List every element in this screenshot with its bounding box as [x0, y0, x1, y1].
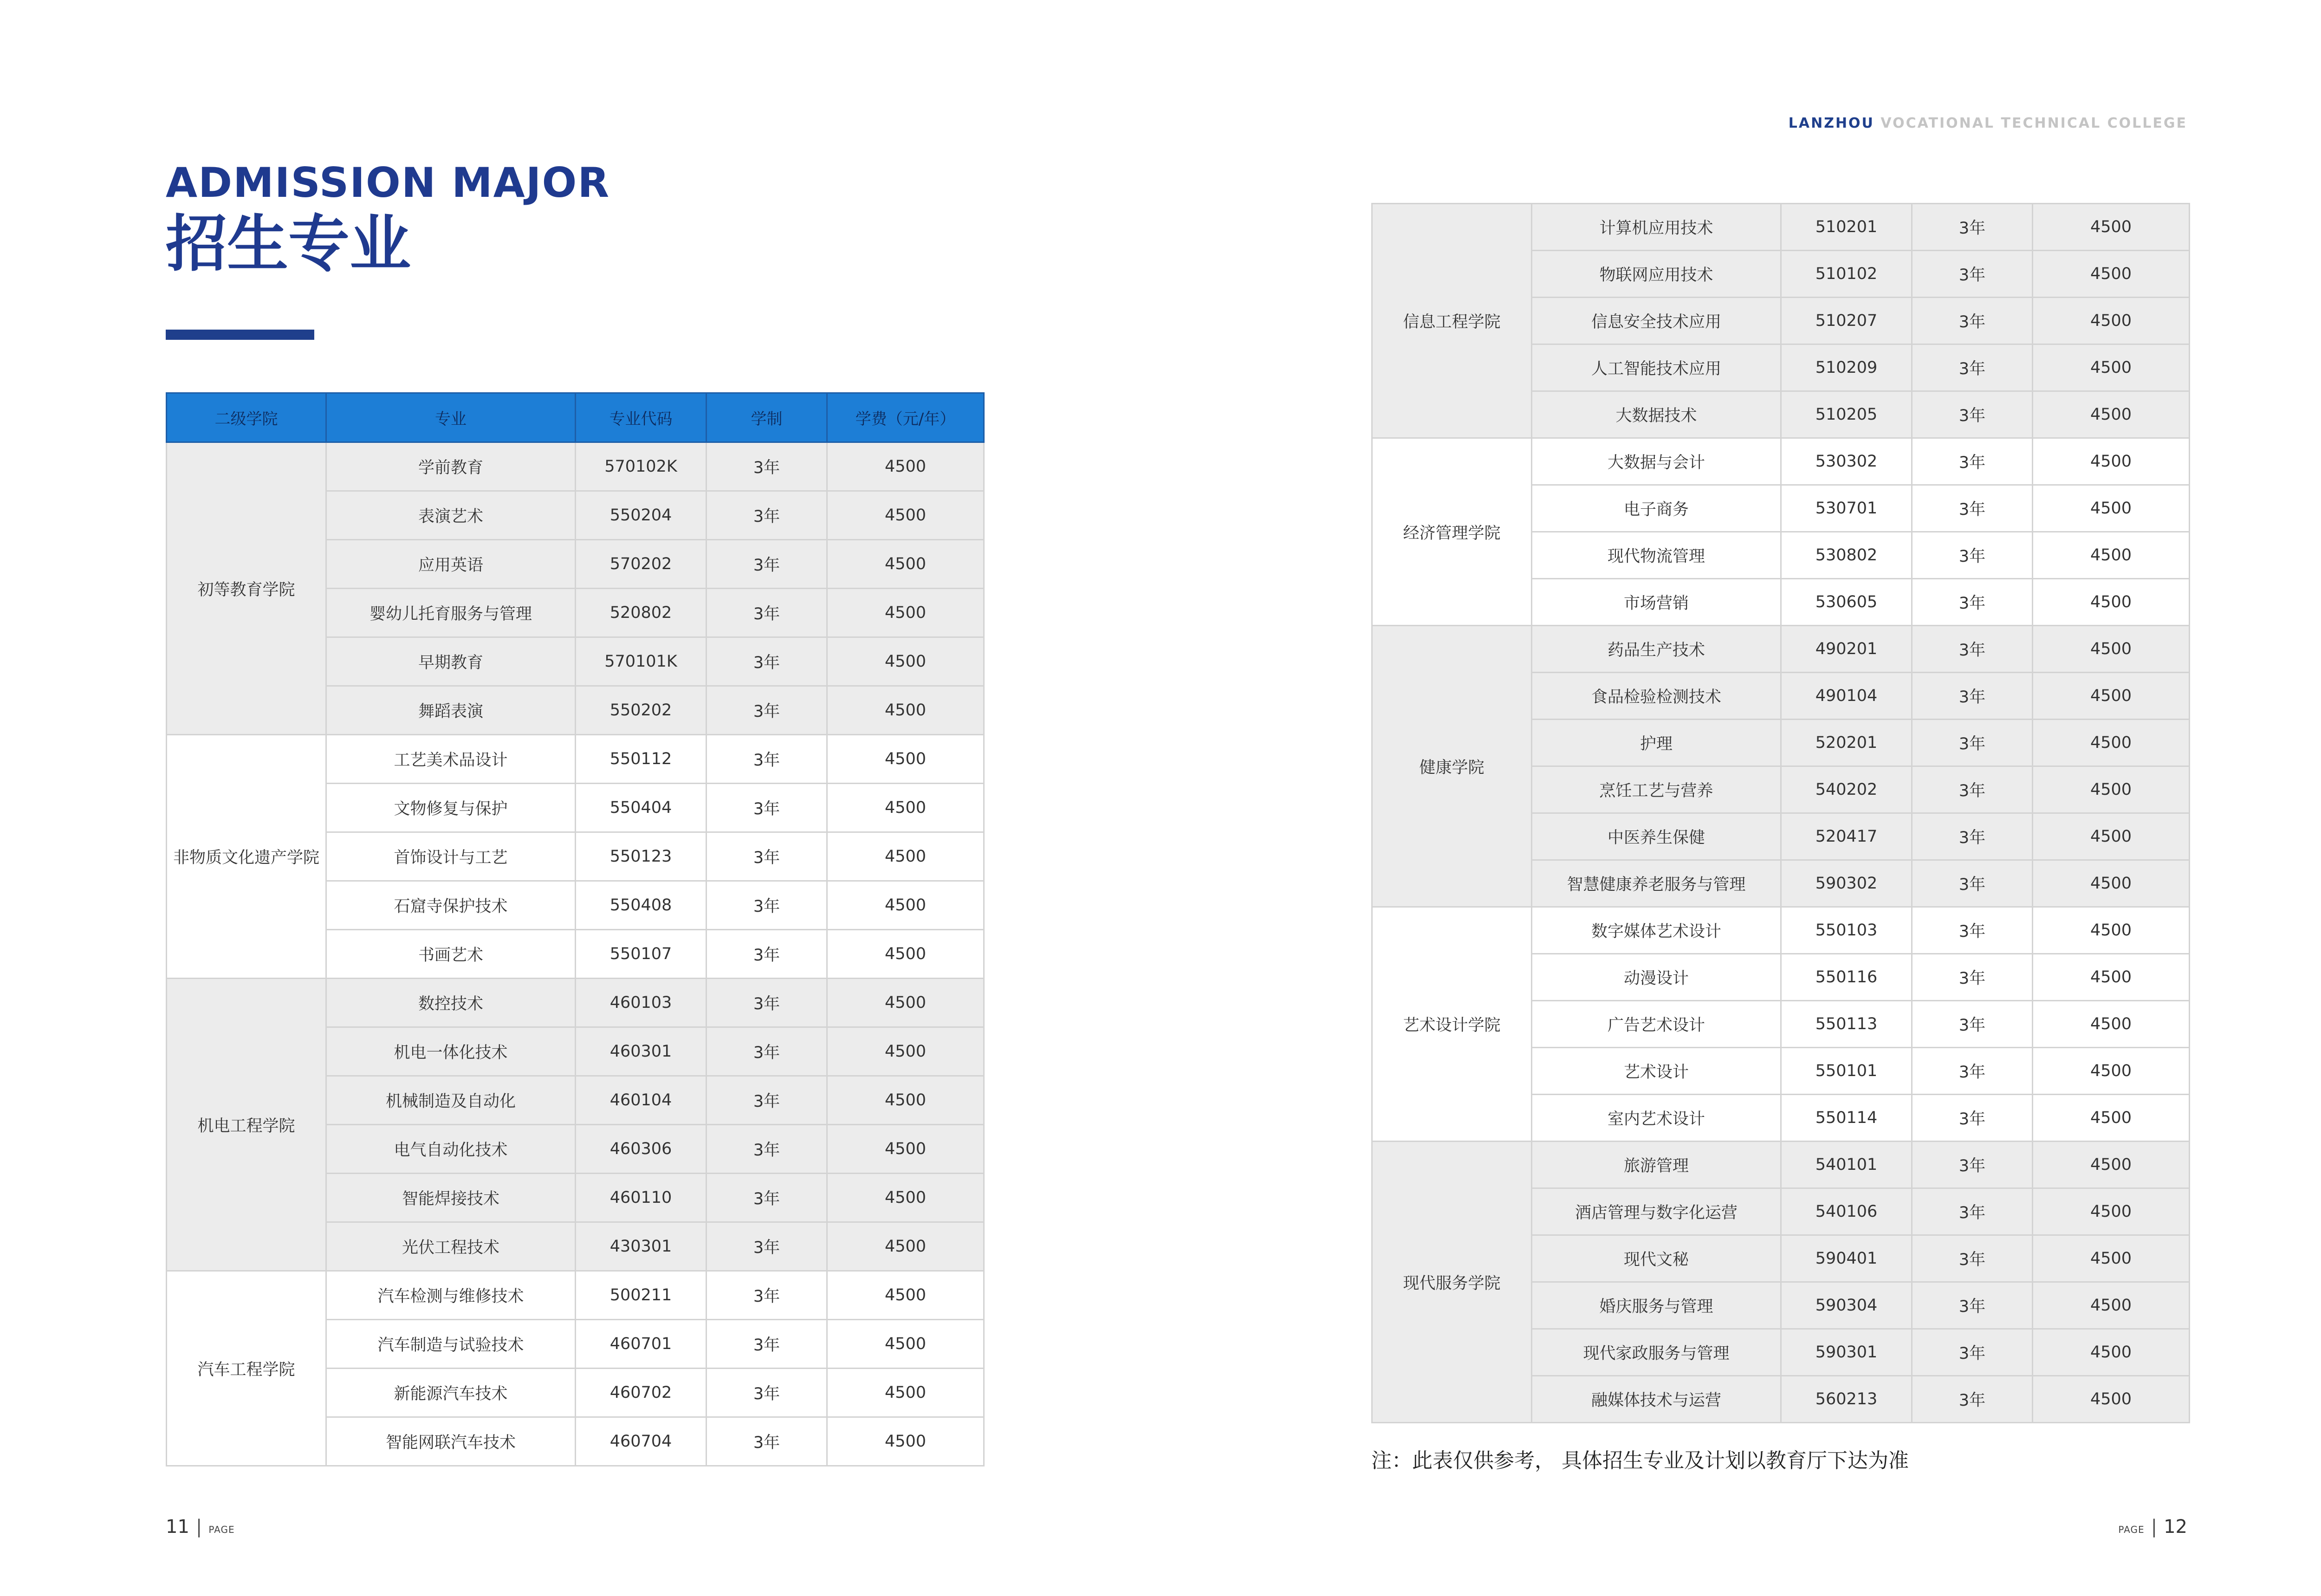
major-code-cell: 520201 [1781, 720, 1912, 766]
major-cell: 新能源汽车技术 [326, 1369, 576, 1417]
header-tuition: 学费（元/年） [827, 393, 984, 442]
duration-cell: 3年 [1912, 673, 2033, 720]
table-row [167, 979, 984, 1027]
major-code-cell: 520802 [576, 589, 707, 637]
tuition-cell: 4500 [827, 1222, 984, 1271]
major-code-cell: 460701 [576, 1320, 707, 1369]
major-cell: 现代物流管理 [1532, 532, 1781, 579]
major-code-cell: 550408 [576, 881, 707, 930]
major-cell: 药品生产技术 [1532, 626, 1781, 673]
duration-cell: 3年 [707, 1222, 827, 1271]
major-cell: 石窟寺保护技术 [326, 881, 576, 930]
major-cell: 婚庆服务与管理 [1532, 1282, 1781, 1329]
major-code-cell: 550123 [576, 832, 707, 881]
table-row [1372, 204, 2190, 251]
tuition-cell: 4500 [827, 1417, 984, 1466]
duration-cell: 3年 [1912, 251, 2033, 298]
tuition-cell: 4500 [827, 1369, 984, 1417]
tuition-cell: 4500 [2033, 860, 2190, 907]
tuition-cell: 4500 [2033, 954, 2190, 1001]
major-cell: 动漫设计 [1532, 954, 1781, 1001]
major-cell: 舞蹈表演 [326, 686, 576, 735]
header-duration: 学制 [707, 393, 827, 442]
major-code-cell: 550103 [1781, 907, 1912, 954]
major-cell: 护理 [1532, 720, 1781, 766]
duration-cell: 3年 [707, 1125, 827, 1174]
major-cell: 旅游管理 [1532, 1142, 1781, 1188]
tuition-cell: 4500 [827, 1125, 984, 1174]
tuition-cell: 4500 [2033, 344, 2190, 391]
major-cell: 烹饪工艺与营养 [1532, 766, 1781, 813]
tuition-cell: 4500 [2033, 391, 2190, 438]
table-row [167, 735, 984, 784]
major-cell: 机电一体化技术 [326, 1027, 576, 1076]
major-code-cell: 510205 [1781, 391, 1912, 438]
tuition-cell: 4500 [827, 832, 984, 881]
major-cell: 首饰设计与工艺 [326, 832, 576, 881]
duration-cell: 3年 [1912, 766, 2033, 813]
duration-cell: 3年 [1912, 1376, 2033, 1423]
tuition-cell: 4500 [2033, 251, 2190, 298]
major-cell: 现代文秘 [1532, 1235, 1781, 1282]
major-cell: 机械制造及自动化 [326, 1076, 576, 1125]
duration-cell: 3年 [1912, 626, 2033, 673]
duration-cell: 3年 [1912, 532, 2033, 579]
major-code-cell: 510201 [1781, 204, 1912, 251]
tuition-cell: 4500 [827, 1076, 984, 1125]
major-code-cell: 460103 [576, 979, 707, 1027]
majors-table-right [1371, 203, 2190, 1423]
tuition-cell: 4500 [2033, 907, 2190, 954]
tuition-cell: 4500 [2033, 1048, 2190, 1095]
major-code-cell: 530701 [1781, 485, 1912, 532]
major-cell: 电子商务 [1532, 485, 1781, 532]
major-cell: 广告艺术设计 [1532, 1001, 1781, 1048]
major-code-cell: 430301 [576, 1222, 707, 1271]
major-code-cell: 460301 [576, 1027, 707, 1076]
tuition-cell: 4500 [2033, 1235, 2190, 1282]
tuition-cell: 4500 [2033, 1001, 2190, 1048]
major-code-cell: 550107 [576, 930, 707, 979]
college-cell: 经济管理学院 [1372, 438, 1532, 626]
major-code-cell: 510209 [1781, 344, 1912, 391]
major-cell: 艺术设计 [1532, 1048, 1781, 1095]
tuition-cell: 4500 [2033, 813, 2190, 860]
major-cell: 表演艺术 [326, 491, 576, 540]
tuition-cell: 4500 [2033, 1188, 2190, 1235]
duration-cell: 3年 [1912, 391, 2033, 438]
major-code-cell: 550112 [576, 735, 707, 784]
major-code-cell: 460702 [576, 1369, 707, 1417]
duration-cell: 3年 [707, 1271, 827, 1320]
tuition-cell: 4500 [2033, 1095, 2190, 1142]
major-cell: 光伏工程技术 [326, 1222, 576, 1271]
duration-cell: 3年 [1912, 860, 2033, 907]
major-code-cell: 590304 [1781, 1282, 1912, 1329]
major-code-cell: 460704 [576, 1417, 707, 1466]
duration-cell: 3年 [1912, 1329, 2033, 1376]
major-code-cell: 540101 [1781, 1142, 1912, 1188]
duration-cell: 3年 [1912, 1188, 2033, 1235]
major-cell: 大数据与会计 [1532, 438, 1781, 485]
tuition-cell: 4500 [827, 1271, 984, 1320]
duration-cell: 3年 [1912, 954, 2033, 1001]
tuition-cell: 4500 [2033, 298, 2190, 344]
tuition-cell: 4500 [827, 491, 984, 540]
duration-cell: 3年 [707, 540, 827, 589]
major-cell: 书画艺术 [326, 930, 576, 979]
major-code-cell: 530605 [1781, 579, 1912, 626]
major-code-cell: 550204 [576, 491, 707, 540]
page-label: PAGE [2118, 1524, 2145, 1535]
tuition-cell: 4500 [827, 540, 984, 589]
duration-cell: 3年 [1912, 1095, 2033, 1142]
tuition-cell: 4500 [827, 589, 984, 637]
major-code-cell: 530302 [1781, 438, 1912, 485]
major-cell: 融媒体技术与运营 [1532, 1376, 1781, 1423]
page-number: 11 [166, 1516, 189, 1538]
major-cell: 工艺美术品设计 [326, 735, 576, 784]
table-row [167, 442, 984, 491]
major-cell: 电气自动化技术 [326, 1125, 576, 1174]
tuition-cell: 4500 [2033, 1376, 2190, 1423]
major-cell: 数字媒体艺术设计 [1532, 907, 1781, 954]
major-code-cell: 550116 [1781, 954, 1912, 1001]
tuition-cell: 4500 [2033, 485, 2190, 532]
major-code-cell: 570102K [576, 442, 707, 491]
duration-cell: 3年 [1912, 1282, 2033, 1329]
college-cell: 非物质文化遗产学院 [167, 735, 326, 979]
college-cell: 汽车工程学院 [167, 1271, 326, 1466]
duration-cell: 3年 [1912, 344, 2033, 391]
table-row [1372, 626, 2190, 673]
college-name-header [1789, 115, 2187, 131]
page-separator: | [195, 1516, 202, 1538]
tuition-cell: 4500 [2033, 532, 2190, 579]
major-code-cell: 570101K [576, 637, 707, 686]
duration-cell: 3年 [707, 491, 827, 540]
page-number-left [166, 1516, 235, 1538]
duration-cell: 3年 [707, 686, 827, 735]
major-code-cell: 550101 [1781, 1048, 1912, 1095]
duration-cell: 3年 [1912, 907, 2033, 954]
college-cell: 信息工程学院 [1372, 204, 1532, 438]
header-major-code: 专业代码 [576, 393, 707, 442]
tuition-cell: 4500 [2033, 673, 2190, 720]
major-code-cell: 510207 [1781, 298, 1912, 344]
major-cell: 婴幼儿托育服务与管理 [326, 589, 576, 637]
major-cell: 酒店管理与数字化运营 [1532, 1188, 1781, 1235]
major-code-cell: 460306 [576, 1125, 707, 1174]
major-code-cell: 540106 [1781, 1188, 1912, 1235]
table-row [1372, 907, 2190, 954]
tuition-cell: 4500 [827, 637, 984, 686]
page-label: PAGE [208, 1524, 235, 1535]
major-code-cell: 560213 [1781, 1376, 1912, 1423]
duration-cell: 3年 [707, 442, 827, 491]
tuition-cell: 4500 [2033, 579, 2190, 626]
major-cell: 应用英语 [326, 540, 576, 589]
page-number: 12 [2164, 1516, 2187, 1538]
tuition-cell: 4500 [827, 979, 984, 1027]
duration-cell: 3年 [707, 589, 827, 637]
major-cell: 物联网应用技术 [1532, 251, 1781, 298]
tuition-cell: 4500 [827, 1174, 984, 1222]
duration-cell: 3年 [707, 784, 827, 832]
major-code-cell: 500211 [576, 1271, 707, 1320]
duration-cell: 3年 [707, 1320, 827, 1369]
majors-table-left [166, 392, 985, 1466]
major-code-cell: 490104 [1781, 673, 1912, 720]
college-cell: 艺术设计学院 [1372, 907, 1532, 1142]
major-cell: 人工智能技术应用 [1532, 344, 1781, 391]
tuition-cell: 4500 [827, 784, 984, 832]
major-code-cell: 460104 [576, 1076, 707, 1125]
major-code-cell: 550113 [1781, 1001, 1912, 1048]
major-cell: 学前教育 [326, 442, 576, 491]
major-cell: 信息安全技术应用 [1532, 298, 1781, 344]
title-underline-bar [166, 330, 314, 340]
major-cell: 智慧健康养老服务与管理 [1532, 860, 1781, 907]
tuition-cell: 4500 [827, 930, 984, 979]
table-header-row [167, 393, 984, 442]
major-code-cell: 490201 [1781, 626, 1912, 673]
major-cell: 中医养生保健 [1532, 813, 1781, 860]
duration-cell: 3年 [707, 930, 827, 979]
major-code-cell: 550114 [1781, 1095, 1912, 1142]
college-cell: 初等教育学院 [167, 442, 326, 735]
title-chinese: 招生专业 [166, 208, 411, 280]
major-cell: 汽车制造与试验技术 [326, 1320, 576, 1369]
duration-cell: 3年 [1912, 1001, 2033, 1048]
major-code-cell: 550404 [576, 784, 707, 832]
duration-cell: 3年 [707, 832, 827, 881]
tuition-cell: 4500 [827, 735, 984, 784]
duration-cell: 3年 [707, 637, 827, 686]
table-row [1372, 438, 2190, 485]
duration-cell: 3年 [707, 979, 827, 1027]
tuition-cell: 4500 [2033, 720, 2190, 766]
duration-cell: 3年 [1912, 1048, 2033, 1095]
duration-cell: 3年 [1912, 579, 2033, 626]
page-number-right [2118, 1516, 2187, 1538]
tuition-cell: 4500 [827, 1027, 984, 1076]
major-code-cell: 550202 [576, 686, 707, 735]
major-cell: 数控技术 [326, 979, 576, 1027]
college-cell: 健康学院 [1372, 626, 1532, 907]
duration-cell: 3年 [1912, 720, 2033, 766]
college-name-part2: VOCATIONAL TECHNICAL COLLEGE [1880, 115, 2187, 131]
major-cell: 现代家政服务与管理 [1532, 1329, 1781, 1376]
major-cell: 汽车检测与维修技术 [326, 1271, 576, 1320]
tuition-cell: 4500 [2033, 204, 2190, 251]
tuition-cell: 4500 [827, 442, 984, 491]
duration-cell: 3年 [1912, 1142, 2033, 1188]
duration-cell: 3年 [1912, 438, 2033, 485]
tuition-cell: 4500 [2033, 766, 2190, 813]
table-row [167, 1271, 984, 1320]
duration-cell: 3年 [707, 1076, 827, 1125]
duration-cell: 3年 [707, 735, 827, 784]
major-code-cell: 590301 [1781, 1329, 1912, 1376]
duration-cell: 3年 [707, 1417, 827, 1466]
header-major: 专业 [326, 393, 576, 442]
tuition-cell: 4500 [2033, 1282, 2190, 1329]
major-cell: 智能网联汽车技术 [326, 1417, 576, 1466]
tuition-cell: 4500 [2033, 1329, 2190, 1376]
tuition-cell: 4500 [827, 881, 984, 930]
footnote: 注：此表仅供参考， 具体招生专业及计划以教育厅下达为准 [1371, 1449, 1909, 1473]
major-code-cell: 530802 [1781, 532, 1912, 579]
major-code-cell: 540202 [1781, 766, 1912, 813]
major-code-cell: 520417 [1781, 813, 1912, 860]
major-cell: 大数据技术 [1532, 391, 1781, 438]
duration-cell: 3年 [1912, 813, 2033, 860]
duration-cell: 3年 [707, 881, 827, 930]
major-code-cell: 510102 [1781, 251, 1912, 298]
duration-cell: 3年 [1912, 485, 2033, 532]
page-separator: | [2151, 1516, 2158, 1538]
tuition-cell: 4500 [2033, 438, 2190, 485]
title-english: ADMISSION MAJOR [166, 159, 610, 207]
major-cell: 食品检验检测技术 [1532, 673, 1781, 720]
header-college: 二级学院 [167, 393, 326, 442]
college-cell: 现代服务学院 [1372, 1142, 1532, 1423]
major-cell: 室内艺术设计 [1532, 1095, 1781, 1142]
tuition-cell: 4500 [827, 1320, 984, 1369]
college-cell: 机电工程学院 [167, 979, 326, 1271]
duration-cell: 3年 [1912, 1235, 2033, 1282]
tuition-cell: 4500 [827, 686, 984, 735]
major-cell: 早期教育 [326, 637, 576, 686]
major-code-cell: 570202 [576, 540, 707, 589]
major-code-cell: 590302 [1781, 860, 1912, 907]
major-code-cell: 590401 [1781, 1235, 1912, 1282]
tuition-cell: 4500 [2033, 1142, 2190, 1188]
major-code-cell: 460110 [576, 1174, 707, 1222]
major-cell: 市场营销 [1532, 579, 1781, 626]
duration-cell: 3年 [707, 1027, 827, 1076]
duration-cell: 3年 [1912, 204, 2033, 251]
major-cell: 计算机应用技术 [1532, 204, 1781, 251]
table-row [1372, 1142, 2190, 1188]
college-name-part1: LANZHOU [1788, 115, 1874, 131]
tuition-cell: 4500 [2033, 626, 2190, 673]
major-cell: 文物修复与保护 [326, 784, 576, 832]
duration-cell: 3年 [1912, 298, 2033, 344]
major-cell: 智能焊接技术 [326, 1174, 576, 1222]
duration-cell: 3年 [707, 1369, 827, 1417]
duration-cell: 3年 [707, 1174, 827, 1222]
